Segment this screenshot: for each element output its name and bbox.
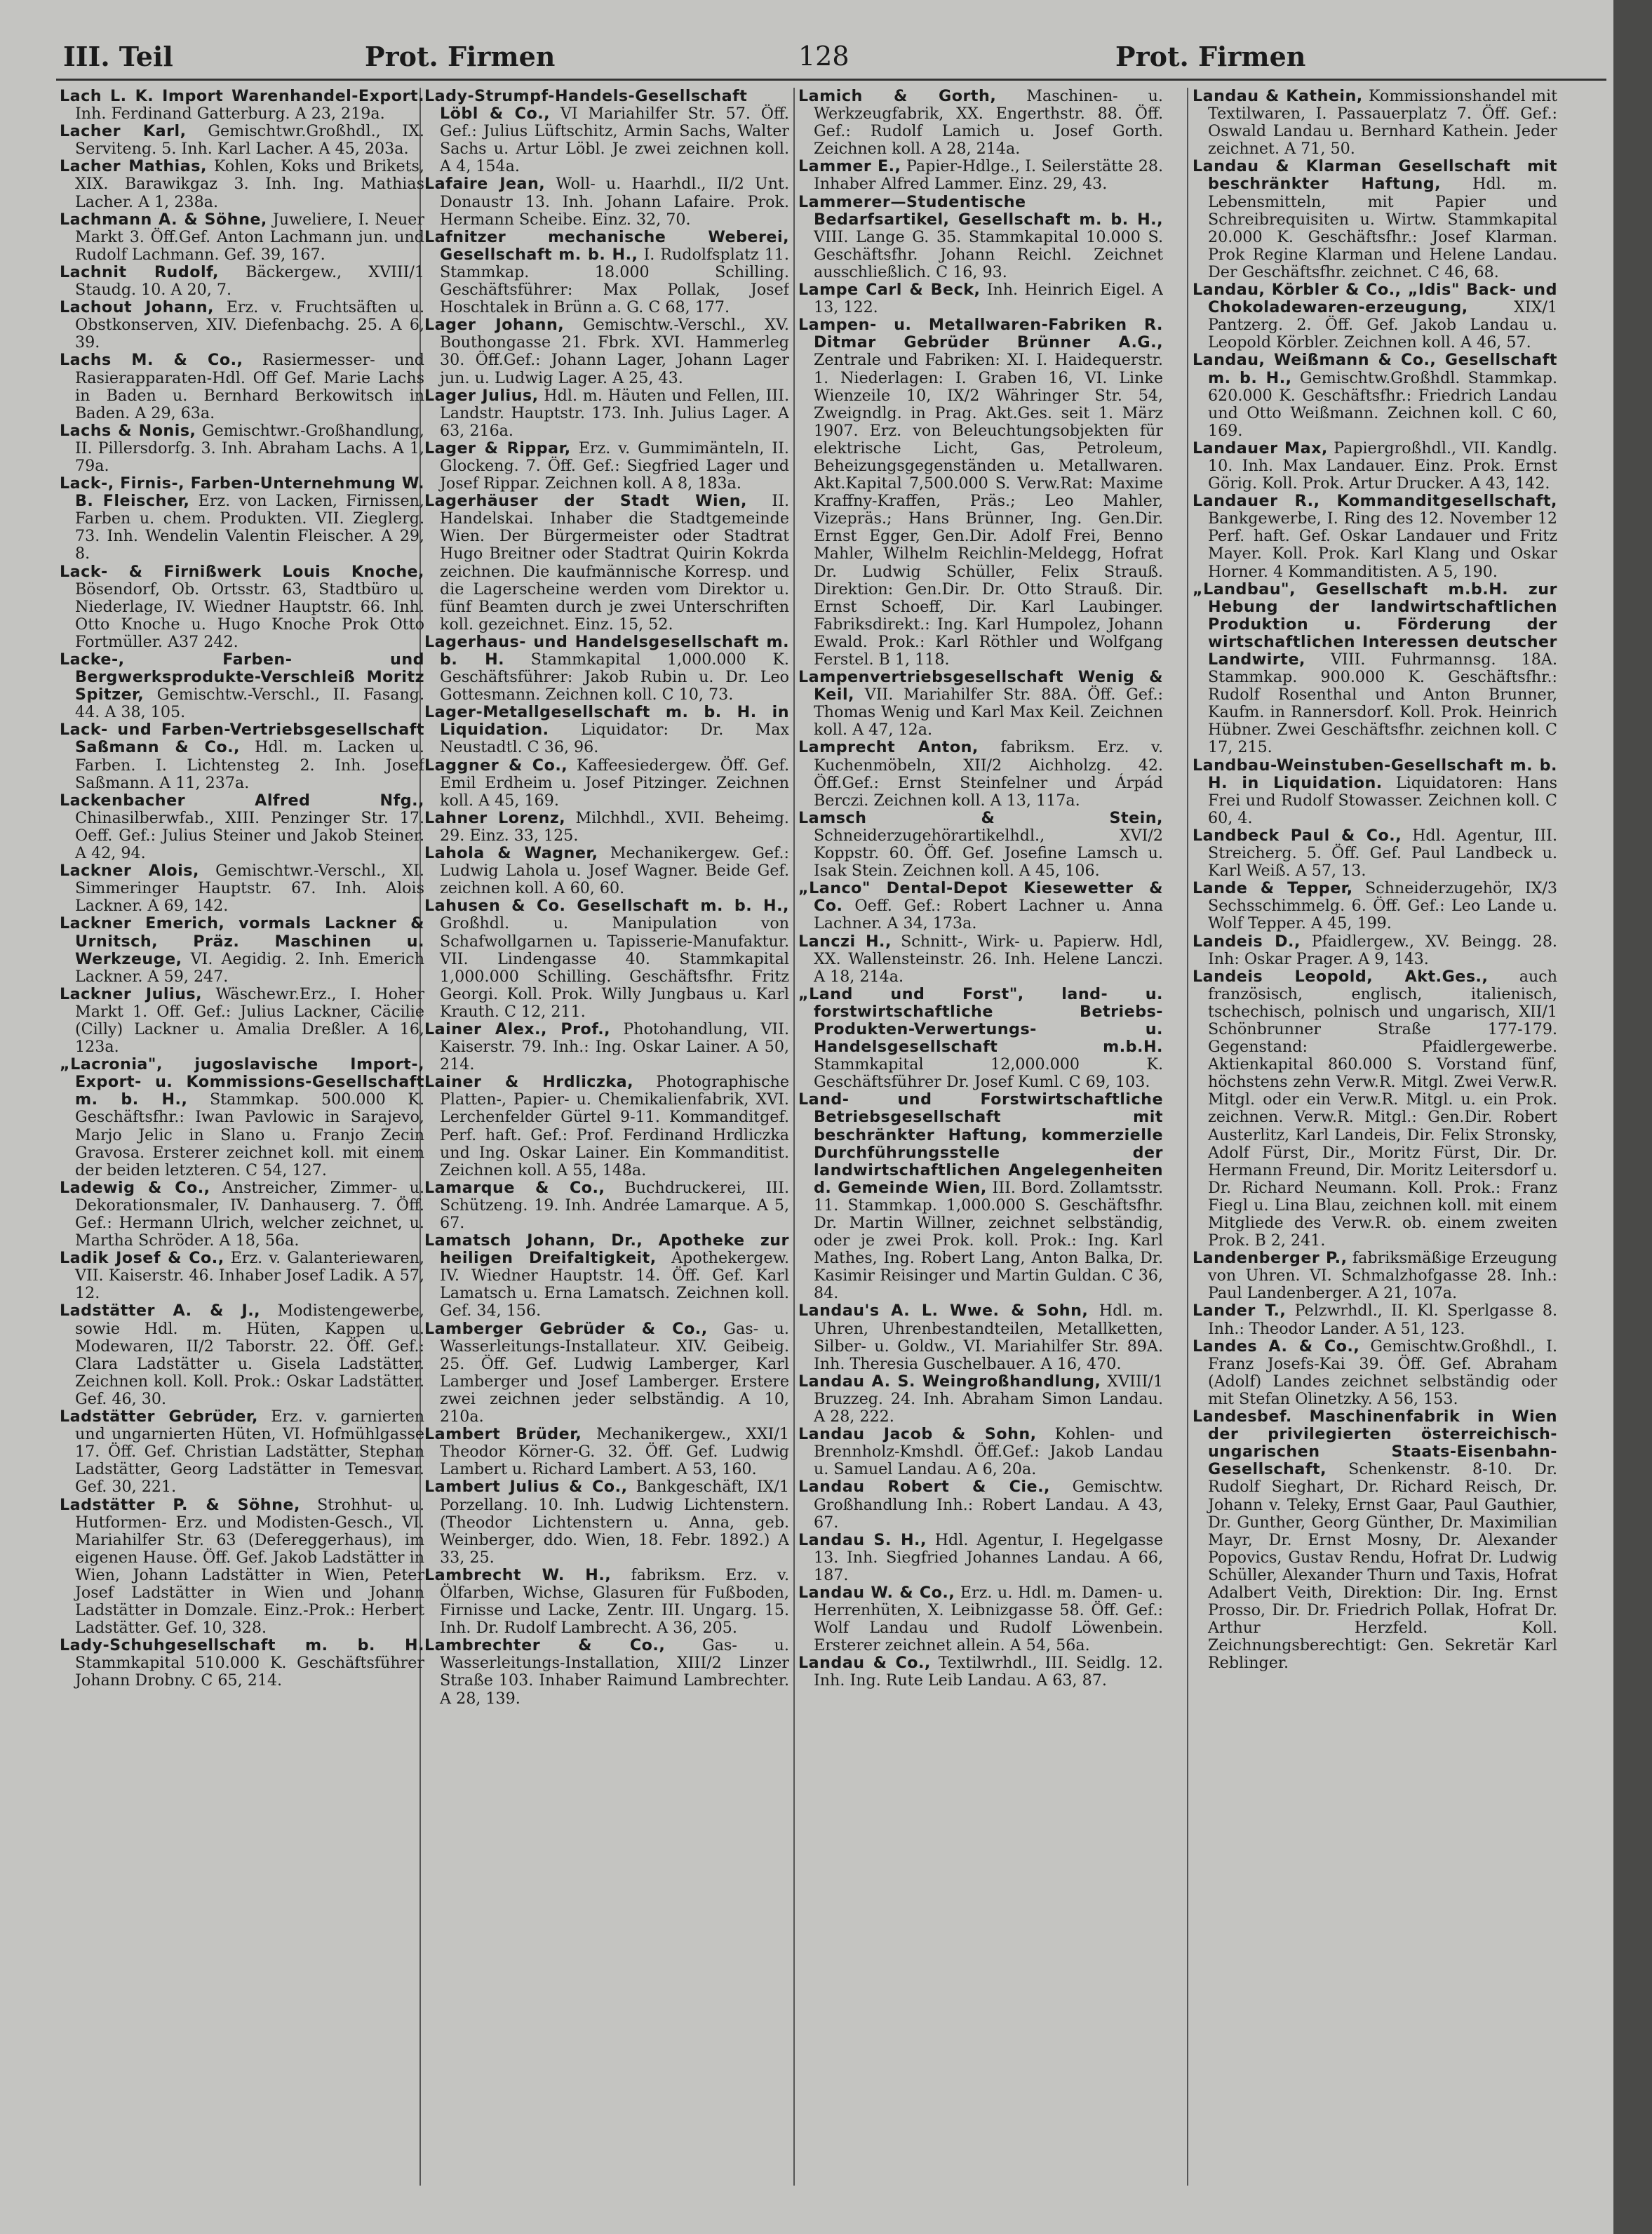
directory-entry	[1193, 493, 1557, 580]
firm-name: Ladstätter A. & J.,	[60, 1302, 261, 1320]
entry-details: Strohhut- u. Hutformen- Erz. und Modisten-Gesch., VI. Mariahilfer Str. 63 (Defereggerhaus), im eigenen Hause. Öff. Gef. Jakob Ladstätter in Wien, Johann Ladstätter in Wien, Peter Josef Ladstätter in Wien und Johann Ladstätter in Domzale. Einz.-Prok.: Herbert Ladstätter. Gef. 10, 328.	[75, 1495, 424, 1638]
entry-details: VI. Aegidig. 2. Inh. Emerich Lackner. A 59, 247.	[75, 949, 424, 986]
entry-details: Stammkap. 500.000 K. Geschäftsfhr.: Iwan Pavlowic in Sarajevo, Marjo Jelic in Slano u. Franjo Zecin Gravosa. Ersterer zeichnet koll. mit einem der beiden letzteren. C 54, 127.	[75, 1090, 424, 1179]
firm-name: Lander T.,	[1193, 1302, 1287, 1320]
firm-name: Lach L. K. Import Warenhandel-Export.	[60, 88, 424, 105]
entry-details: Bankgeschäft, IX/1 Porzellang. 10. Inh. Ludwig Lichtenstern. (Theodor Lichtenstern u. Anna, geb. Weinberger, ddo. Wien, 18. Febr. 1892.) A 33, 25.	[440, 1478, 789, 1567]
entry-details: Chinasilberwfab., XIII. Penzinger Str. 17. Oeff. Gef.: Julius Steiner und Jakob Steiner. A 42, 94.	[75, 808, 424, 863]
directory-entry	[798, 194, 1163, 281]
firm-name: Lammer E.,	[798, 157, 901, 176]
firm-name: Lamprecht Anton,	[798, 738, 979, 757]
firm-name: Lahusen & Co. Gesellschaft m. b. H.,	[424, 897, 789, 916]
firm-name: Landeis D.,	[1193, 932, 1301, 951]
entry-details: XIX/1 Pantzerg. 2. Öff. Gef. Jakob Landau u. Leopold Körbler. Zeichnen koll. A 46, 57.	[1208, 298, 1557, 352]
directory-entry	[1193, 1250, 1557, 1302]
firm-name: Lagerhäuser der Stadt Wien,	[424, 492, 747, 511]
firm-name: Lager Johann,	[424, 316, 565, 335]
firm-name: Lacke-, Farben- und Bergwerksprodukte-Verschleiß Moritz Spitzer,	[60, 650, 424, 704]
entry-details: Großhdl. u. Manipulation von Schafwollgarnen u. Tapisserie-Manufaktur. VII. Lindengasse 40. Stammkapital 1,000.000 Schilling. Geschäftsfhr. Fritz Georgi. Koll. Prok. Willy Jungbaus u. Karl Krauth. C 12, 211.	[440, 914, 789, 1021]
firm-name: Lambert Julius & Co.,	[424, 1478, 628, 1497]
firm-name: Lachmann A. & Söhne,	[60, 210, 267, 229]
entry-details: Zentrale und Fabriken: XI. I. Haidequerstr. 1. Niederlagen: I. Graben 16, VI. Linke Wienzeile 10, IX/2 Währinger Str. 54, Zweigndlg. in Prag. Akt.Ges. seit 1. März 1907. Erz. von Beleuchtungsobjekten für elektrische Licht, Gas, Petroleum, Beheizungsgegenständen u. Metallwaren. Akt.Kapital 7,500.000 S. Verw.Rat: Maxime Kraffny-Kraffen, Präs.; Leo Mahler, Vizepräs.; Hans Brünner, Ing. Gen.Dir. Ernst Egger, Gen.Dir. Adolf Frei, Benno Mahler, Wilhelm Reichlin-Meldegg, Hofrat Dr. Ludwig Schüller, Felix Strauß. Direktion: Gen.Dir. Dr. Otto Strauß. Dir. Ernst Schoeff, Dir. Karl Laubinger. Fabriksdirekt.: Ing. Karl Humpolez, Johann Ewald. Prok.: Karl Röthler und Wolfgang Ferstel. B 1, 118.	[814, 351, 1163, 669]
directory-entry	[798, 1373, 1163, 1426]
firm-name: Lamberger Gebrüder & Co.,	[424, 1319, 708, 1338]
entry-details: Liquidator: Dr. Max Neustadtl. C 36, 96.	[440, 721, 789, 757]
entry-details: Gemischtw.-Verschl., II. Fasang. 44. A 38, 105.	[75, 685, 424, 722]
firm-name: Lande & Tepper,	[1193, 879, 1353, 898]
directory-entry	[424, 440, 789, 493]
firm-name: Lahola & Wagner,	[424, 844, 598, 863]
directory-entry	[1193, 1408, 1557, 1672]
firm-name: Lack-, Firnis-, Farben-Unternehmung W. B. Fleischer,	[60, 474, 424, 511]
entry-details: Mechanikergew., XXI/1 Theodor Körner-G. 32. Öff. Gef. Ludwig Lambert u. Richard Lambert. A 53, 160.	[440, 1425, 789, 1479]
directory-entry	[424, 757, 789, 810]
entry-details: fabriksm. Erz. v. Ölfarben, Wichse, Glasuren für Fußboden, Firnisse und Lacke, Zentr. III. Ungarg. 15. Inh. Dr. Rudolf Lambrecht. A 36, 205.	[440, 1565, 789, 1638]
directory-entry	[60, 651, 424, 721]
column-4	[1193, 88, 1557, 2186]
entry-details: Buchdruckerei, III. Schützeng. 19. Inh. Andrée Lamarque. A 5, 67.	[440, 1178, 789, 1232]
running-title-left: Prot. Firmen	[365, 41, 556, 72]
entry-details: III. Bord. Zollamtsstr. 11. Stammkap. 1,000.000 S. Geschäftsfhr. Dr. Martin Willner, zeichnet selbständig, oder je zwei Prok. koll. Prok.: Ing. Karl Mathes, Ing. Robert Lang, Anton Balka, Dr. Kasimir Reisinger und Martin Guldan. C 36, 84.	[814, 1178, 1163, 1303]
entry-details: Apothekergew. IV. Wiedner Hauptstr. 14. Öff. Gef. Karl Lamatsch u. Erna Lamatsch. Zeichnen koll. Gef. 34, 156.	[440, 1249, 789, 1320]
entry-details: Oeff. Gef.: Robert Lachner u. Anna Lachner. A 34, 173a.	[814, 897, 1163, 933]
entry-details: Gemischtwr.-Großhandlung, II. Pillersdorfg. 3. Inh. Abraham Lachs. A 1, 79a.	[75, 421, 424, 475]
entry-details: Hdl. Agentur, III. Streicherg. 5. Öff. Gef. Paul Landbeck u. Karl Weiß. A 57, 13.	[1208, 826, 1557, 881]
directory-entry	[424, 634, 789, 704]
entry-details: Erz. v. garnierten und ungarnierten Hüten, VI. Hofmühlgasse 17. Öff. Gef. Christian Ladstätter, Stephan Ladstätter, Georg Ladstätter in Temesvar. Gef. 30, 221.	[75, 1407, 424, 1497]
entry-details: Erz. v. Gummimänteln, II. Glockeng. 7. Öff. Gef.: Siegfried Lager und Josef Rippar. Zeichnen koll. A 8, 183a.	[440, 439, 789, 493]
directory-entry	[798, 1302, 1163, 1372]
directory-entry	[424, 1478, 789, 1566]
firm-name: Lambert Brüder,	[424, 1425, 582, 1444]
firm-name: Lachout Johann,	[60, 298, 214, 317]
firm-name: Lambrecht W. H.,	[424, 1565, 612, 1584]
entry-details: Erz. von Lacken, Firnissen, Farben u. chem. Produkten. VII. Zieglerg. 73. Inh. Wendelin Valentin Fleischer. A 29, 8.	[75, 492, 424, 563]
firm-name: Lafaire Jean,	[424, 175, 546, 194]
directory-entry	[424, 1073, 789, 1179]
firm-name: Lager-Metallgesellschaft m. b. H. in Liquidation.	[424, 703, 789, 740]
directory-entry	[798, 88, 1163, 158]
directory-entry	[798, 739, 1163, 809]
directory-entry	[424, 316, 789, 387]
entry-details: Juweliere, I. Neuer Markt 3. Öff.Gef. Anton Lachmann jun. und Rudolf Lachmann. Gef. 39, 167.	[75, 210, 424, 264]
firm-name: Landau, Weißmann & Co., Gesellschaft m. b. H.,	[1193, 351, 1557, 387]
directory-entry	[60, 123, 424, 158]
directory-entry	[798, 1426, 1163, 1478]
column-divider	[1187, 88, 1188, 2186]
directory-entry	[1193, 352, 1557, 439]
column-divider	[793, 88, 795, 2186]
directory-entry	[424, 810, 789, 845]
directory-entry	[1193, 968, 1557, 1250]
firm-name: Lamatsch Johann, Dr., Apotheke zur heiligen Dreifaltigkeit,	[424, 1231, 789, 1268]
directory-entry	[60, 1056, 424, 1179]
firm-name: Landes A. & Co.,	[1193, 1337, 1360, 1356]
entry-details: VII. Mariahilfer Str. 88A. Öff. Gef.: Thomas Wenig und Karl Max Keil. Zeichnen koll. A 47, 12a.	[814, 685, 1163, 740]
firm-name: Lamarque & Co.,	[424, 1178, 605, 1197]
directory-entry	[424, 1179, 789, 1232]
entry-details: Bankgewerbe, I. Ring des 12. November 12 Perf. haft. Gef. Oskar Landauer und Fritz Mayer. Koll. Prok. Karl Klang und Oskar Horner. 4 Kommanditisten. A 5, 190.	[1208, 509, 1557, 581]
entry-details: Schenkenstr. 8-10. Dr. Rudolf Sieghart, Dr. Richard Reisch, Dr. Johann v. Teleky, Ernst Gaar, Paul Gauthier, Dr. Gunther, Georg Günther, Dr. Maximilian Mayr, Dr. Ernst Mosny, Dr. Alexander Popovics, Gustav Rendu, Hofrat Dr. Ludwig Schüller, Alexander Thurn und Taxis, Hofrat Adalbert Veith, Direktion: Dir. Ing. Ernst Prosso, Dir. Dr. Friedrich Pollak, Hofrat Dr. Arthur Herzfeld. Koll. Zeichnungsberechtigt: Gen. Sekretär Karl Reblinger.	[1208, 1460, 1557, 1673]
directory-entry	[798, 810, 1163, 880]
entry-details: Schnitt-, Wirk- u. Papierw. Hdl, XX. Wallensteinstr. 26. Inh. Helene Lanczi. A 18, 214a.	[814, 932, 1163, 986]
entry-details: Schneiderzugehörartikelhdl., XVI/2 Koppstr. 60. Öff. Gef. Josefine Lamsch u. Isak Stein. Zeichnen koll. A 45, 106.	[814, 826, 1163, 881]
firm-name: Ladewig & Co.,	[60, 1178, 210, 1197]
directory-entry	[424, 1567, 789, 1637]
entry-details: Stammkapital 510.000 K. Geschäftsführer Johann Drobny. C 65, 214.	[75, 1654, 424, 1690]
entry-details: VI Mariahilfer Str. 57. Öff. Gef.: Julius Lüftschitz, Armin Sachs, Walter Sachs u. Artur Löbl. Je zwei zeichnen koll. A 4, 154a.	[440, 105, 789, 176]
directory-entry	[60, 1179, 424, 1250]
directory-entry	[424, 1232, 789, 1320]
directory-entry	[1193, 827, 1557, 880]
firm-name: Landau & Kathein,	[1193, 88, 1363, 105]
directory-entry	[798, 986, 1163, 1092]
directory-entry	[1193, 1302, 1557, 1337]
directory-entry	[1193, 281, 1557, 352]
firm-name: Lampenvertriebsgesellschaft Wenig & Keil,	[798, 668, 1163, 704]
directory-entry	[60, 158, 424, 210]
directory-entry	[60, 422, 424, 475]
running-title-right: Prot. Firmen	[1115, 41, 1306, 72]
entry-details: I. Rudolfsplatz 11. Stammkap. 18.000 Schilling. Geschäftsführer: Max Pollak, Josef Hoschtalek in Brünn a. G. C 68, 177.	[440, 245, 789, 317]
entry-details: Gemischtw.-Verschl., XV. Bouthongasse 21. Fbrk. XVI. Hammerleg 30. Öff.Gef.: Johann Lager, Johann Lager jun. u. Ludwig Lager. A 25, 43.	[440, 316, 789, 387]
directory-entry	[60, 299, 424, 352]
directory-entry	[424, 387, 789, 440]
firm-name: Landau & Klarman Gesellschaft mit beschränkter Haftung,	[1193, 157, 1557, 194]
firm-name: Lambrechter & Co.,	[424, 1636, 666, 1655]
firm-name: Lanczi H.,	[798, 932, 892, 951]
entry-details: Liquidatoren: Hans Frei und Rudolf Stowasser. Zeichnen koll. C 60, 4.	[1208, 773, 1557, 827]
firm-name: Lampen- u. Metallwaren-Fabriken R. Ditmar Gebrüder Brünner A.G.,	[798, 316, 1163, 352]
firm-name: Landau S. H.,	[798, 1530, 927, 1549]
firm-name: Landau's A. L. Wwe. & Sohn,	[798, 1302, 1089, 1320]
entry-details: Woll- u. Haarhdl., II/2 Unt. Donaustr 13. Inh. Johann Lafaire. Prok. Hermann Scheibe. Einz. 32, 70.	[440, 175, 789, 229]
page-number: 128	[798, 41, 849, 72]
directory-entry	[60, 88, 424, 123]
directory-entry	[798, 1532, 1163, 1584]
directory-entry	[798, 158, 1163, 193]
entry-details: fabriksm. Erz. v. Kuchenmöbeln, XII/2 Aichholzg. 42. Öff.Gef.: Ernst Steinfelner und Árpád Berczi. Zeichnen koll. A 13, 117a.	[814, 738, 1163, 810]
firm-name: Lampe Carl & Beck,	[798, 281, 981, 300]
firm-name: Landesbef. Maschinenfabrik in Wien der privilegierten österreichisch-ungarischen Staats-Eisenbahn-Gesellschaft,	[1193, 1407, 1557, 1479]
directory-entry	[424, 897, 789, 1021]
directory-entry	[798, 880, 1163, 932]
column-3	[798, 88, 1163, 2186]
directory-entry	[1193, 440, 1557, 493]
firm-name: Landbeck Paul & Co.,	[1193, 826, 1402, 845]
firm-name: Ladik Josef & Co.,	[60, 1249, 224, 1268]
firm-name: Lackner Alois,	[60, 862, 199, 881]
firm-name: Lager Julius,	[424, 386, 539, 405]
directory-entry	[798, 1091, 1163, 1302]
firm-name: Lady-Strumpf-Handels-Gesellschaft Löbl & Co.,	[424, 88, 748, 123]
entry-details: Erz. v. Galanteriewaren, VII. Kaiserstr. 46. Inhaber Josef Ladik. A 57, 12.	[75, 1249, 424, 1303]
entry-details: Stammkapital 12,000.000 K. Geschäftsführer Dr. Josef Kuml. C 69, 103.	[814, 1055, 1163, 1092]
entry-details: Papiergroßhdl., VII. Kandlg. 10. Inh. Max Landauer. Einz. Prok. Ernst Görig. Koll. Prok. Artur Drucker. A 43, 142.	[1208, 439, 1557, 493]
directory-entry	[60, 915, 424, 985]
entry-details: auch französisch, englisch, italienisch, tschechisch, polnisch und ungarisch, XII/1 Schönbrunner Straße 177-179. Gegenstand: Pfaidlergewerbe. Aktienkapital 860.000 S. Vorstand fünf, höchstens zehn Verw.R. Mitgl. Zwei Verw.R. Mitgl. oder ein Verw.R. Mitgl. u. ein Prok. zeichnen. Verw.R. Mitgl.: Gen.Dir. Robert Austerlitz, Karl Landeis, Dir. Felix Stronsky, Adolf Fürst, Dir., Moritz Fürst, Dir. Dr. Hermann Freund, Dir. Moritz Leitersdorf u. Dr. Richard Neumann. Koll. Prok.: Franz Fiegl u. Lina Blau, zeichnen koll. mit einem Mitgliede des Verw.R. ob. einem zweiten Prok. B 2, 241.	[1208, 967, 1557, 1250]
page-edge-shadow	[1613, 0, 1652, 2234]
firm-name: Lackner Emerich, vormals Lackner & Urnitsch, Präz. Maschinen u. Werkzeuge,	[60, 914, 424, 968]
directory-entry	[424, 175, 789, 228]
firm-name: „Landbau", Gesellschaft m.b.H. zur Hebung der landwirtschaftlichen Produktion u. Förderung der wirtschaftlichen Interessen deutscher Landwirte,	[1193, 580, 1557, 669]
entry-details: Schneiderzugehör, IX/3 Sechsschimmelg. 6. Öff. Gef.: Leo Lande u. Wolf Tepper. A 45, 199.	[1208, 879, 1557, 933]
directory-entry	[424, 88, 789, 175]
directory-entry	[1193, 1338, 1557, 1408]
directory-entry	[798, 1584, 1163, 1654]
firm-name: Landbau-Weinstuben-Gesellschaft m. b. H. in Liquidation.	[1193, 756, 1557, 792]
firm-name: Landenberger P.,	[1193, 1249, 1348, 1268]
entry-details: II. Handelskai. Inhaber die Stadtgemeinde Wien. Der Bürgermeister oder Stadtrat Hugo Breitner oder Stadtrat Quirin Kokrda zeichnen. Die kaufmännische Korresp. und die Lagerscheine werden vom Direktor u. fünf Beamten durch je zwei Unterschriften koll. gezeichnet. Einz. 15, 52.	[440, 492, 789, 634]
directory-entry	[798, 316, 1163, 669]
firm-name: Lachs M. & Co.,	[60, 351, 243, 370]
entry-details: Bösendorf, Ob. Ortsstr. 63, Stadtbüro u. Niederlage, IV. Wiedner Hauptstr. 66. Inh. Otto Knoche u. Hugo Knoche Prok Otto Fortmüller. A37 242.	[75, 580, 424, 651]
firm-name: Lack- und Farben-Vertriebsgesellschaft Saßmann & Co.,	[60, 721, 424, 757]
directory-entry	[60, 1302, 424, 1408]
firm-name: Lack- & Firnißwerk Louis Knoche,	[60, 562, 424, 581]
entry-details: VIII. Fuhrmannsg. 18A. Stammkap. 900.000 K. Geschäftsfhr.: Rudolf Rosenthal und Anton Brunner, Kaufm. in Rannersdorf. Koll. Prok. Heinrich Hübner. Zwei Geschäftsfhr. zeichnen koll. C 17, 215.	[1208, 650, 1557, 757]
directory-entry	[798, 1654, 1163, 1690]
directory-entry	[424, 1426, 789, 1478]
entry-details: Textilwrhdl., III. Seidlg. 12. Inh. Ing. Rute Leib Landau. A 63, 87.	[814, 1654, 1163, 1690]
directory-entry	[60, 1250, 424, 1302]
directory-entry	[424, 1637, 789, 1707]
directory-entry	[1193, 757, 1557, 827]
directory-entry	[798, 281, 1163, 316]
entry-details: Bäckergew., XVIII/1 Staudg. 10. A 20, 7.	[75, 262, 424, 300]
firm-name: „Lacronia", jugoslavische Import-, Export- u. Kommissions-Gesellschaft m. b. H.,	[60, 1055, 424, 1109]
entry-details: Wäschewr.Erz., I. Hoher Markt 1. Off. Gef.: Julius Lackner, Cäcilie (Cilly) Lackner u. Amalia Dreßler. A 16, 123a.	[75, 984, 424, 1057]
directory-entry	[1193, 88, 1557, 158]
entry-details: Erz. u. Hdl. m. Damen- u. Herrenhüten, X. Leibnizgasse 58. Öff. Gef.: Wolf Landau und Rudolf Löwenbein. Ersterer zeichnet allein. A 54, 56a.	[814, 1583, 1163, 1655]
entry-details: Hdl. m. Uhren, Uhrenbestandteilen, Metallketten, Silber- u. Goldw., VI. Mariahilfer Str. 89A. Inh. Theresia Guschelbauer. A 16, 470.	[814, 1302, 1163, 1373]
directory-entry	[798, 1478, 1163, 1531]
directory-entry	[1193, 158, 1557, 281]
directory-entry	[60, 1497, 424, 1638]
column-1	[60, 88, 424, 2186]
directory-entry	[1193, 880, 1557, 932]
firm-name: Lackenbacher Alfred Nfg.,	[60, 791, 424, 810]
directory-entry	[798, 669, 1163, 739]
entry-details: VIII. Lange G. 35. Stammkapital 10.000 S. Geschäftsfhr. Johann Reichl. Zeichnet ausschließlich. C 16, 93.	[814, 227, 1163, 281]
entry-details: Pfaidlergew., XV. Beingg. 28. Inh: Oskar Prager. A 9, 143.	[1208, 932, 1557, 968]
entry-details: Hdl. m. Lebensmitteln, mit Papier und Schreibrequisiten u. Wirtw. Stammkapital 20.000 K. Geschäftsfhr.: Josef Klarman. Prok Regine Klarman und Helene Landau. Der Geschäftsfhr. zeichnet. C 46, 68.	[1208, 175, 1557, 281]
entry-details: Gemischtw. Großhandlung Inh.: Robert Landau. A 43, 67.	[814, 1478, 1163, 1532]
directory-entry	[798, 933, 1163, 986]
firm-name: Lacher Karl,	[60, 122, 187, 141]
directory-entry	[424, 845, 789, 897]
entry-details: Erz. v. Fruchtsäften u. Obstkonserven, XIV. Diefenbachg. 25. A 6, 39.	[75, 298, 424, 352]
column-2	[424, 88, 789, 2186]
firm-name: Lacher Mathias,	[60, 157, 207, 176]
header-rule	[56, 79, 1606, 81]
firm-name: Lafnitzer mechanische Weberei, Gesellschaft m. b. H.,	[424, 227, 789, 264]
firm-name: Laggner & Co.,	[424, 756, 568, 775]
directory-entry	[60, 352, 424, 422]
firm-name: Landau W. & Co.,	[798, 1583, 955, 1602]
firm-name: „Land und Forst", land- u. forstwirtschaftliche Betriebs-Produkten-Verwertungs- u. Handelsgesellschaft m.b.H.	[798, 984, 1163, 1057]
directory-entry	[60, 862, 424, 915]
firm-name: Lager & Rippar,	[424, 439, 571, 457]
directory-entry	[60, 1637, 424, 1690]
entry-details: Gas- u. Wasserleitungs-Installateur. XIV. Geibeig. 25. Öff. Gef. Ludwig Lamberger, Karl Lamberger und Josef Lamberger. Erstere zwei zeichnen jeder selbständig. A 10, 210a.	[440, 1319, 789, 1426]
firm-name: Lady-Schuhgesellschaft m. b. H.	[60, 1636, 424, 1655]
entry-details: Kommissionshandel mit Textilwaren, I. Passauerplatz 7. Öff. Gef.: Oswald Landau u. Bernhard Kathein. Jeder zeichnet. A 71, 50.	[1208, 88, 1557, 159]
entry-details: Pelzwrhdl., II. Kl. Sperlgasse 8. Inh.: Theodor Lander. A 51, 123.	[1208, 1302, 1557, 1338]
directory-entry	[60, 475, 424, 563]
page-header	[56, 41, 1606, 83]
firm-name: Lachnit Rudolf,	[60, 262, 219, 281]
entry-details: Gas- u. Wasserleitungs-Installation, XIII/2 Linzer Straße 103. Inhaber Raimund Lambrechter. A 28, 139.	[440, 1636, 789, 1708]
firm-name: Lainer & Hrdliczka,	[424, 1073, 634, 1092]
firm-name: Landau, Körbler & Co., „Idis" Back- und Chokoladewaren-erzeugung,	[1193, 281, 1557, 317]
entry-details: Maschinen- u. Werkzeugfabrik, XX. Engerthstr. 88. Öff. Gef.: Rudolf Lamich u. Josef Gorth. Zeichnen koll. A 28, 214a.	[814, 88, 1163, 159]
entry-details: Hdl. m. Lacken u. Farben. I. Lichtensteg 2. Inh. Josef Saßmann. A 11, 237a.	[75, 738, 424, 792]
entry-details: Rasiermesser- und Rasierapparaten-Hdl. Off Gef. Marie Lachs in Baden u. Bernhard Berkowitsch in Baden. A 29, 63a.	[75, 351, 424, 422]
directory-entry	[1193, 581, 1557, 757]
firm-name: Lagerhaus- und Handelsgesellschaft m. b. H.	[424, 632, 789, 669]
entry-details: Anstreicher, Zimmer- u. Dekorationsmaler, IV. Danhauserg. 7. Öff. Gef.: Hermann Ulrich, welcher zeichnet, u. Martha Schröder. A 18, 56a.	[75, 1178, 424, 1250]
entry-details: XVIII/1 Bruzzeg. 24. Inh. Abraham Simon Landau. A 28, 222.	[814, 1372, 1163, 1426]
entry-details: fabriksmäßige Erzeugung von Uhren. VI. Schmalzhofgasse 28. Inh.: Paul Landenberger. A 21, 107a.	[1208, 1249, 1557, 1303]
firm-name: Landauer Max,	[1193, 439, 1328, 457]
directory-entry	[424, 704, 789, 756]
firm-name: Lahner Lorenz,	[424, 808, 566, 827]
entry-details: Photohandlung, VII. Kaiserstr. 79. Inh.: Ing. Oskar Lainer. A 50, 214.	[440, 1019, 789, 1074]
firm-name: Landau A. S. Weingroßhandlung,	[798, 1372, 1101, 1391]
entry-details: Gemischtw.Großhdl., I. Franz Josefs-Kai 39. Öff. Gef. Abraham (Adolf) Landes zeichnet selbständig oder mit Stefan Olinetzky. A 56, 153.	[1208, 1337, 1557, 1408]
entry-details: Gemischtw.Großhdl. Stammkap. 620.000 K. Geschäftsfhr.: Friedrich Landau und Otto Weißmann. Zeichnen koll. C 60, 169.	[1208, 368, 1557, 440]
entry-details: Kohlen- und Brennholz-Kmshdl. Öff.Gef.: Jakob Landau u. Samuel Landau. A 6, 20a.	[814, 1425, 1163, 1479]
entry-details: Inh. Ferdinand Gatterburg. A 23, 219a.	[75, 105, 385, 123]
firm-name: Lachs & Nonis,	[60, 421, 196, 440]
directory-entry	[60, 211, 424, 264]
section-label: III. Teil	[63, 41, 173, 72]
entry-details: Papier-Hdlge., I. Seilerstätte 28. Inhaber Alfred Lammer. Einz. 29, 43.	[814, 157, 1163, 194]
firm-name: Landeis Leopold, Akt.Ges.,	[1193, 967, 1489, 986]
firm-name: Landau & Co.,	[798, 1654, 931, 1673]
directory-entry	[424, 1320, 789, 1426]
firm-name: Ladstätter Gebrüder,	[60, 1407, 258, 1426]
directory-entry	[60, 264, 424, 299]
entry-details: Gemischtwr.-Verschl., XI. Simmeringer Hauptstr. 67. Inh. Alois Lackner. A 69, 142.	[75, 862, 424, 916]
firm-name: Ladstätter P. & Söhne,	[60, 1495, 300, 1514]
entry-details: Hdl. m. Häuten und Fellen, III. Landstr. Hauptstr. 173. Inh. Julius Lager. A 63, 216a.	[440, 386, 789, 440]
firm-name: Landau Jacob & Sohn,	[798, 1425, 1037, 1444]
firm-name: Landauer R., Kommanditgesellschaft,	[1193, 492, 1557, 511]
directory-entry	[60, 1408, 424, 1496]
directory-entry	[424, 1021, 789, 1073]
firm-name: Lamsch & Stein,	[798, 808, 1163, 827]
firm-name: Lainer Alex., Prof.,	[424, 1019, 611, 1038]
firm-name: Landau Robert & Cie.,	[798, 1478, 1050, 1497]
firm-name: „Lanco" Dental-Depot Kiesewetter & Co.	[798, 879, 1163, 916]
entry-details: Photographische Platten-, Papier- u. Chemikalienfabrik, XVI. Lerchenfelder Gürtel 9-11. Kommanditgef. Perf. haft. Gef.: Prof. Ferdinand Hrdliczka und Ing. Oskar Lainer. Ein Kommanditist. Zeichnen koll. A 55, 148a.	[440, 1073, 789, 1179]
entry-details: Kohlen, Koks und Brikets, XIX. Barawikgaz 3. Inh. Ing. Mathias Lacher. A 1, 238a.	[75, 157, 424, 211]
directory-entry	[60, 721, 424, 791]
firm-name: Lammerer—Studentische Bedarfsartikel, Gesellschaft m. b. H.,	[798, 192, 1163, 229]
directory-entry	[424, 229, 789, 316]
entry-details: Modistengewerbe, sowie Hdl. m. Hüten, Kappen u. Modewaren, II/2 Taborstr. 22. Öff. Gef.: Clara Ladstätter u. Gisela Ladstätter. Zeichnen koll. Koll. Prok.: Oskar Ladstätter. Gef. 46, 30.	[75, 1302, 424, 1408]
entry-details: Inh. Heinrich Eigel. A 13, 122.	[814, 281, 1163, 317]
directory-entry	[60, 986, 424, 1056]
entry-details: Kaffeesiedergew. Öff. Gef. Emil Erdheim u. Josef Pitzinger. Zeichnen koll. A 45, 169.	[440, 756, 789, 810]
entry-details: Stammkapital 1,000.000 K. Geschäftsführer: Jakob Rubin u. Dr. Leo Gottesmann. Zeichnen koll. C 10, 73.	[440, 650, 789, 704]
directory-entry	[60, 792, 424, 862]
directory-entry	[60, 563, 424, 651]
firm-name: Land- und Forstwirtschaftliche Betriebsgesellschaft mit beschränkter Haftung, kommerzielle Durchführungsstelle der landwirtschaftlichen Angelegenheiten d. Gemeinde Wien,	[798, 1090, 1163, 1197]
entry-details: Milchhdl., XVII. Beheimg. 29. Einz. 33, 125.	[440, 808, 789, 845]
entry-details: Gemischtwr.Großhdl., IX. Serviteng. 5. Inh. Karl Lacher. A 45, 203a.	[75, 122, 424, 159]
entry-details: Hdl. Agentur, I. Hegelgasse 13. Inh. Siegfried Johannes Landau. A 66, 187.	[814, 1530, 1163, 1584]
firm-name: Lamich & Gorth,	[798, 88, 997, 105]
entry-details: Mechanikergew. Gef.: Ludwig Lahola u. Josef Wagner. Beide Gef. zeichnen koll. A 60, 60.	[440, 844, 789, 898]
firm-name: Lackner Julius,	[60, 984, 203, 1003]
directory-entry	[424, 493, 789, 634]
directory-entry	[1193, 933, 1557, 968]
